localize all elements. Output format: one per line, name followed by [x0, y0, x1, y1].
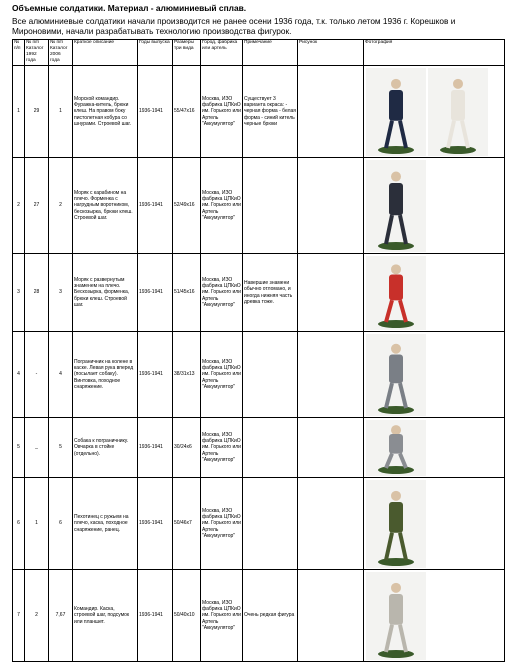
- header-cell: № п/п Каталог 1992 года: [25, 40, 49, 66]
- header-cell: Размеры три вида: [173, 40, 201, 66]
- cell-n: 6: [13, 478, 25, 570]
- cell-factory: Москва, ИЗО фабрика ЦПКиО им. Горького или Артель "Аккумулятор": [201, 478, 243, 570]
- cell-size: 55/47x16: [173, 66, 201, 158]
- cell-n: 3: [13, 254, 25, 332]
- cell-drawing: [298, 66, 364, 158]
- cell-n: 4: [13, 332, 25, 418]
- cell-note: [243, 478, 298, 570]
- table-row: [13, 570, 505, 662]
- cell-desc: Морской командир. Фуражка-китель, брюки клеш. На правом боку пистолетная кобура со шнурами. Строевой шаг.: [73, 66, 138, 158]
- figure-photo: [366, 160, 426, 252]
- cell-factory: Москва, ИЗО фабрика ЦПКиО им. Горького или Артель "Аккумулятор": [201, 66, 243, 158]
- cell-size: 50/40x10: [173, 570, 201, 662]
- cell-size: 50/46x7: [173, 478, 201, 570]
- figure-photo: [366, 420, 426, 476]
- cell-note: [243, 418, 298, 478]
- cell-desc: Собака к пограничнику. Овчарка в стойке (отдельно).: [73, 418, 138, 478]
- cell-years: 1936-1941: [138, 254, 173, 332]
- cell-size: 51/45x16: [173, 254, 201, 332]
- cell-factory: Москва, ИЗО фабрика ЦПКиО им. Горького или Артель "Аккумулятор": [201, 158, 243, 254]
- cell-c1992: -: [25, 332, 49, 418]
- cell-n: 7: [13, 570, 25, 662]
- header-cell: № п/п Каталог 2006 года: [49, 40, 73, 66]
- catalog-table: [12, 39, 505, 662]
- cell-note: Очень редкая фигура: [243, 570, 298, 662]
- cell-size: 52/49x16: [173, 158, 201, 254]
- cell-n: 5: [13, 418, 25, 478]
- cell-c2006: 4: [49, 332, 73, 418]
- table-row: [13, 478, 505, 570]
- cell-photo: [364, 478, 505, 570]
- cell-photo: [364, 570, 505, 662]
- cell-note: [243, 158, 298, 254]
- cell-years: 1936-1941: [138, 66, 173, 158]
- cell-factory: Москва, ИЗО фабрика ЦПКиО им. Горького или Артель "Аккумулятор": [201, 254, 243, 332]
- cell-n: 1: [13, 66, 25, 158]
- cell-photo: [364, 418, 505, 478]
- cell-drawing: [298, 478, 364, 570]
- cell-photo: [364, 158, 505, 254]
- cell-c1992: 27: [25, 158, 49, 254]
- table-row: [13, 254, 505, 332]
- cell-c2006: 6: [49, 478, 73, 570]
- cell-drawing: [298, 158, 364, 254]
- cell-size: 30/24x6: [173, 418, 201, 478]
- cell-factory: Москва, ИЗО фабрика ЦПКиО им. Горького или Артель "Аккумулятор": [201, 418, 243, 478]
- cell-factory: Москва, ИЗО фабрика ЦПКиО им. Горького или Артель "Аккумулятор": [201, 570, 243, 662]
- cell-note: [243, 332, 298, 418]
- cell-n: 2: [13, 158, 25, 254]
- table-row: [13, 158, 505, 254]
- figure-photo: [366, 480, 426, 568]
- cell-c1992: 1: [25, 478, 49, 570]
- cell-c2006: 2: [49, 158, 73, 254]
- cell-years: 1936-1941: [138, 570, 173, 662]
- cell-desc: Моряк с развернутым знаменем на плечо. Бескозырка, форменка, брюки клеш. Строевой шаг.: [73, 254, 138, 332]
- header-cell: Город, фабрика или артель: [201, 40, 243, 66]
- cell-desc: Моряк с карабином на плечо. Форменка с нагрудным воротником, бескозырка, брюки клеш. Строевой шаг.: [73, 158, 138, 254]
- document-title: Объемные солдатики. Материал - алюминиевый сплав.: [12, 3, 247, 13]
- cell-photo: [364, 332, 505, 418]
- figure-photo: [366, 256, 426, 330]
- cell-c2006: 1: [49, 66, 73, 158]
- cell-drawing: [298, 570, 364, 662]
- cell-c2006: 3: [49, 254, 73, 332]
- cell-c1992: 2: [25, 570, 49, 662]
- cell-c2006: 5: [49, 418, 73, 478]
- table-header-row: [13, 40, 505, 66]
- cell-factory: Москва, ИЗО фабрика ЦПКиО им. Горького или Артель "Аккумулятор": [201, 332, 243, 418]
- header-cell: Краткое описание: [73, 40, 138, 66]
- cell-desc: Пехотинец с ружьем на плечо, каска, походное снаряжение, ранец.: [73, 478, 138, 570]
- cell-years: 1936-1941: [138, 158, 173, 254]
- cell-note: Существует 3 варианта окраса: - черная форма - белая форма - синий китель черные брюки: [243, 66, 298, 158]
- cell-size: 38/31x13: [173, 332, 201, 418]
- cell-desc: Пограничник на колене в каске. Левая рука вперед (посылает собаку). Винтовка, походное снаряжение.: [73, 332, 138, 418]
- cell-drawing: [298, 418, 364, 478]
- cell-c2006: 7,67: [49, 570, 73, 662]
- cell-c1992: _: [25, 418, 49, 478]
- document-intro: Все алюминиевые солдатики начали производится не ранее осени 1936 года, т.к. только летом 1936 г. Корешков и Мироновими, начали разрабатывать технологию производства фигурок.: [12, 16, 456, 36]
- header-cell: Рисунок: [298, 40, 364, 66]
- cell-years: 1936-1941: [138, 418, 173, 478]
- table-row: [13, 66, 505, 158]
- figure-photo: [366, 68, 426, 156]
- cell-photo: [364, 254, 505, 332]
- figure-photo: [428, 68, 488, 156]
- cell-desc: Командир. Каска, строевой шаг, подсумок или планшет.: [73, 570, 138, 662]
- figure-photo: [366, 572, 426, 660]
- table-row: [13, 418, 505, 478]
- document-header: [12, 0, 504, 36]
- cell-years: 1936-1941: [138, 332, 173, 418]
- cell-drawing: [298, 332, 364, 418]
- cell-c1992: 28: [25, 254, 49, 332]
- header-cell: № п/п: [13, 40, 25, 66]
- figure-photo: [366, 334, 426, 416]
- cell-years: 1936-1941: [138, 478, 173, 570]
- cell-photo: [364, 66, 505, 158]
- header-cell: Фотография: [364, 40, 505, 66]
- cell-drawing: [298, 254, 364, 332]
- cell-note: Навершие знамени обычно отломано, и иногда нижняя часть древка тоже.: [243, 254, 298, 332]
- header-cell: Примечание: [243, 40, 298, 66]
- header-cell: Годы выпуска: [138, 40, 173, 66]
- cell-c1992: 29: [25, 66, 49, 158]
- table-row: [13, 332, 505, 418]
